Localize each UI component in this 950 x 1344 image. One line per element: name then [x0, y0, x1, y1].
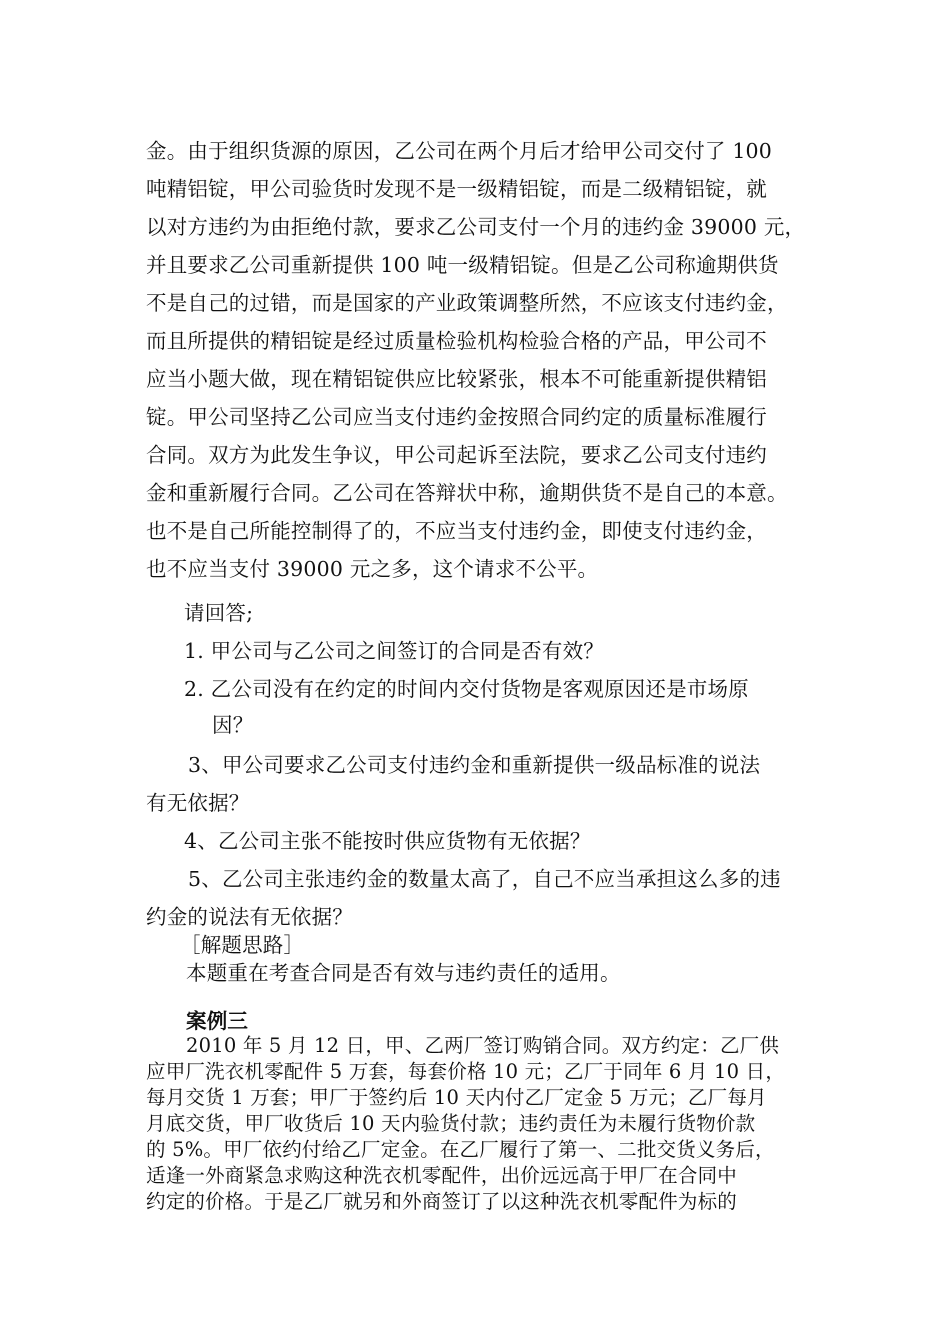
- analysis-heading: ［解题思路］: [180, 933, 305, 957]
- analysis-text: 本题重在考查合同是否有效与违约责任的适用。: [186, 961, 621, 985]
- case-title: 案例三: [186, 1009, 249, 1033]
- paragraph-line: 的 5%。甲厂依约付给乙厂定金。在乙厂履行了第一、二批交货义务后，: [146, 1138, 775, 1161]
- question-item: 因？: [212, 713, 254, 737]
- paragraph-line: 以对方违约为由拒绝付款，要求乙公司支付一个月的违约金 39000 元，: [146, 215, 806, 239]
- paragraph-line: 金。由于组织货源的原因，乙公司在两个月后才给甲公司交付了 100: [146, 139, 773, 163]
- paragraph-line: 应当小题大做，现在精铝锭供应比较紧张，根本不可能重新提供精铝: [146, 367, 767, 391]
- paragraph-line: 也不应当支付 39000 元之多，这个请求不公平。: [146, 557, 599, 581]
- paragraph-line: 约定的价格。于是乙厂就另和外商签订了以这种洗衣机零配件为标的: [146, 1190, 738, 1213]
- paragraph-line: 月底交货，甲厂收货后 10 天内验货付款；违约责任为未履行货物价款: [146, 1112, 756, 1135]
- paragraph-line: 不是自己的过错，而是国家的产业政策调整所然，不应该支付违约金，: [146, 291, 788, 315]
- paragraph-line: 应甲厂洗衣机零配件 5 万套，每套价格 10 元；乙厂于同年 6 月 10 日，: [146, 1060, 786, 1083]
- paragraph-line: 也不是自己所能控制得了的，不应当支付违约金，即使支付违约金，: [146, 519, 767, 543]
- paragraph-line: 金和重新履行合同。乙公司在答辩状中称，逾期供货不是自己的本意。: [146, 481, 788, 505]
- question-item: 3、甲公司要求乙公司支付违约金和重新提供一级品标准的说法: [188, 753, 761, 777]
- paragraph-line: 每月交货 1 万套；甲厂于签约后 10 天内付乙厂定金 5 万元；乙厂每月: [146, 1086, 767, 1109]
- question-item: 1. 甲公司与乙公司之间签订的合同是否有效？: [184, 639, 604, 663]
- question-item: 约金的说法有无依据？: [146, 905, 353, 929]
- paragraph-line: 2010 年 5 月 12 日，甲、乙两厂签订购销合同。双方约定：乙厂供: [186, 1034, 780, 1057]
- paragraph-line: 而且所提供的精铝锭是经过质量检验机构检验合格的产品，甲公司不: [146, 329, 767, 353]
- question-item: 5、乙公司主张违约金的数量太高了，自己不应当承担这么多的违: [188, 867, 781, 891]
- question-item: 4、乙公司主张不能按时供应货物有无依据？: [184, 829, 591, 853]
- question-item: 有无依据？: [146, 791, 250, 815]
- answer-prompt: 请回答;: [184, 601, 254, 625]
- paragraph-line: 合同。双方为此发生争议，甲公司起诉至法院，要求乙公司支付违约: [146, 443, 767, 467]
- paragraph-line: 锭。甲公司坚持乙公司应当支付违约金按照合同约定的质量标准履行: [146, 405, 767, 429]
- paragraph-line: 吨精铝锭，甲公司验货时发现不是一级精铝锭，而是二级精铝锭，就: [146, 177, 767, 201]
- paragraph-line: 适逢一外商紧急求购这种洗衣机零配件，出价远远高于甲厂在合同中: [146, 1164, 738, 1187]
- paragraph-line: 并且要求乙公司重新提供 100 吨一级精铝锭。但是乙公司称逾期供货: [146, 253, 779, 277]
- question-item: 2. 乙公司没有在约定的时间内交付货物是客观原因还是市场原: [184, 677, 749, 701]
